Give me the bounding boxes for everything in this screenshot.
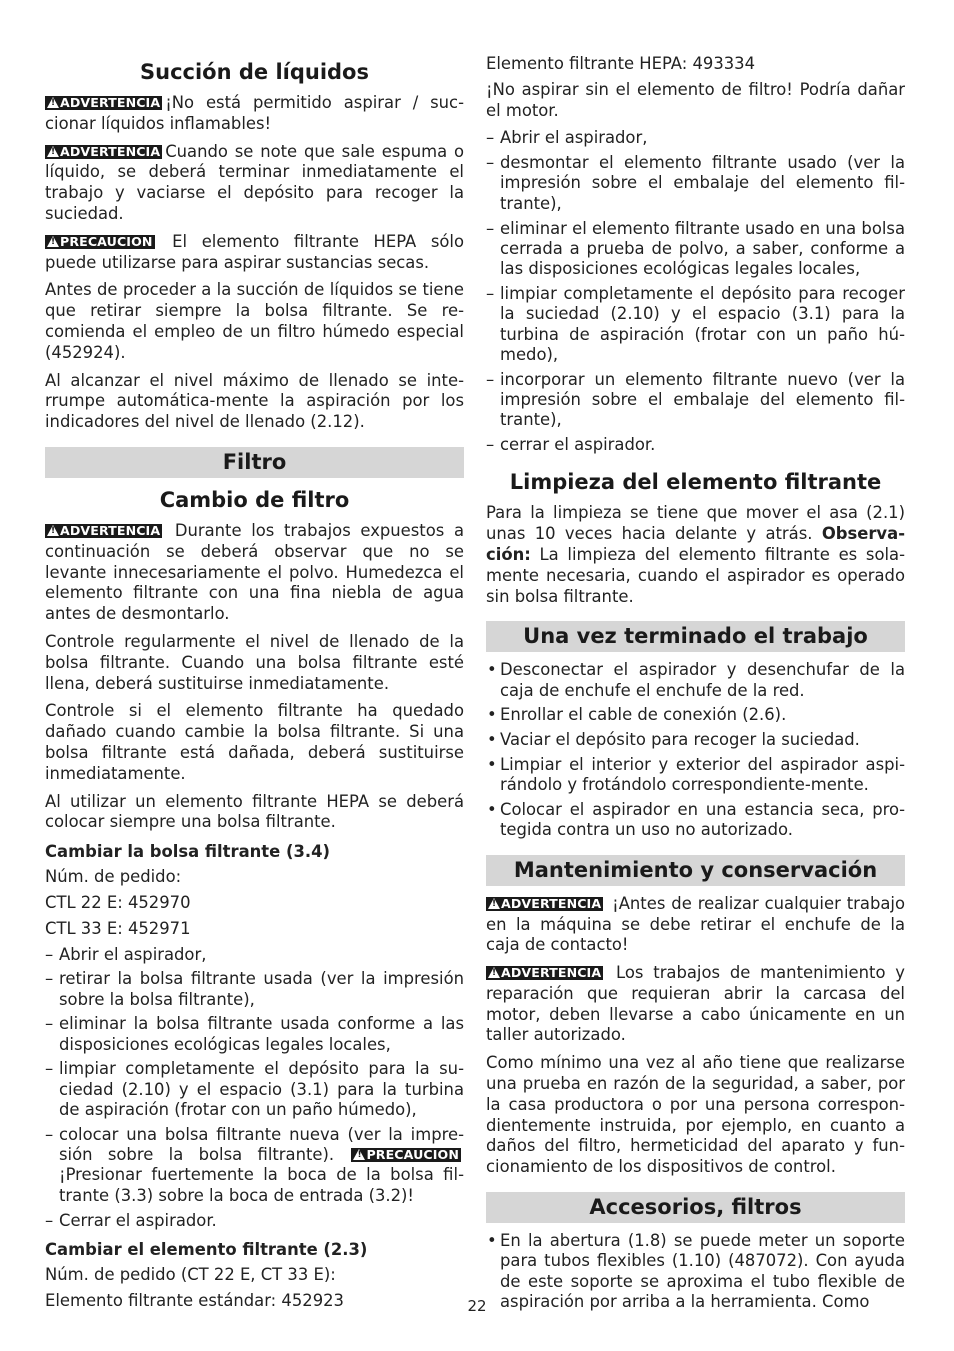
warning-paragraph: [486, 963, 905, 1046]
advertencia-label: ADVERTENCIA: [60, 143, 161, 159]
caution-text: ¡Presionar fuertemente la boca de la bolsa filtrante (3.3) sobre la boca de entrada (3.2)!: [59, 1165, 464, 1205]
warning-text: Los trabajos de mantenimiento y reparación que requieran abrir la carcasa del motor, deben llevarse a cabo únicamente en un taller autorizado.: [486, 963, 905, 1045]
advertencia-label: ADVERTENCIA: [60, 522, 161, 538]
advertencia-badge: [486, 966, 603, 980]
warning-text: Durante los trabajos expuestos a continuación se deberá observar que no se levante innecesariamente el polvo. Humedezca el elemento filtrante con una fina niebla de agua antes de desmontarlo.: [45, 520, 464, 624]
order-number-ctl22: CTL 22 E: 452970: [45, 892, 191, 912]
step-text: colocar una bolsa filtrante nueva (ver la impresión sobre la bolsa filtrante).: [59, 1124, 464, 1165]
list-item: • Desconectar el aspirador y desenchufar de la caja de enchufe el enchufe de la red.: [486, 660, 905, 701]
left-column: [45, 52, 464, 1316]
observacion-text: La limpieza del elemento filtrante es solamente necesaria, cuando el aspirador es operado sin bolsa filtrante.: [486, 544, 905, 606]
advertencia-label: ADVERTENCIA: [60, 95, 161, 110]
warning-paragraph: [45, 521, 464, 625]
precaucion-label: PRECAUCION: [366, 1147, 459, 1163]
list-item: – eliminar la bolsa filtrante usada conforme a las disposiciones ecológicas legales locales,: [45, 1014, 464, 1055]
advertencia-label: ADVERTENCIA: [501, 895, 602, 911]
precaucion-badge: [351, 1148, 461, 1162]
advertencia-badge: [45, 524, 162, 538]
order-number-ctl33: CTL 33 E: 452971: [45, 918, 191, 938]
advertencia-badge: [45, 145, 162, 159]
elemento-steps-list: [486, 128, 905, 455]
heading-accesorios: Accesorios, filtros: [486, 1192, 905, 1223]
list-item: • Colocar el aspirador en una estancia seca, protegida contra un uso no autorizado.: [486, 800, 905, 841]
body-paragraph: Al alcanzar el nivel máximo de llenado se interrumpe automática-mente la aspiración por los indicadores del nivel de llenado (2.12).: [45, 370, 464, 432]
order-number-label: Núm. de pedido:: [45, 867, 182, 887]
limpieza-text: Para la limpieza se tiene que mover el asa (2.1) unas 10 veces hacia delante y atrás.: [486, 503, 905, 544]
warning-paragraph: [486, 894, 905, 956]
warning-triangle-icon: [47, 525, 59, 536]
list-item: • Limpiar el interior y exterior del aspirador aspirándolo y frotándolo correspondiente-mente.: [486, 755, 905, 796]
page-number: 22: [467, 1297, 487, 1315]
caution-text: El elemento filtrante HEPA sólo puede utilizarse para aspirar sustancias secas.: [45, 231, 465, 272]
body-paragraph: Antes de proceder a la succión de líquidos se tiene que retirar siempre la bolsa filtrante. Se recomienda el empleo de un filtro húmedo especial (452924).: [45, 280, 464, 362]
precaucion-label: PRECAUCION: [60, 233, 153, 249]
warning-triangle-icon: [353, 1149, 365, 1160]
body-paragraph: Controle si el elemento filtrante ha quedado dañado cuando cambie la bolsa filtrante. Si una bolsa filtrante está dañada, deberá sustituirse inmediatamente.: [45, 701, 464, 783]
list-item: – Abrir el aspirador,: [45, 945, 464, 965]
warning-triangle-icon: [488, 967, 500, 978]
heading-cambio-filtro: Cambio de filtro: [159, 487, 350, 512]
right-column: [486, 52, 905, 1319]
list-item: • En la abertura (1.8) se puede meter un soporte para tubos flexibles (1.10) (487072). Con ayuda de este soporte se aproxima el tubo flexible de aspiración por arriba a la herramienta. Como: [486, 1231, 905, 1312]
warning-triangle-icon: [47, 236, 59, 247]
precaucion-badge: [45, 235, 155, 249]
list-item: – limpiar completamente el depósito para la suciedad (2.10) y el espacio (3.1) para la turbina de aspiración (frotar con un paño húmedo),: [45, 1059, 464, 1120]
warning-triangle-icon: [47, 97, 59, 108]
list-item: • Enrollar el cable de conexión (2.6).: [486, 705, 905, 725]
advertencia-label: ADVERTENCIA: [501, 965, 602, 981]
body-paragraph: Al utilizar un elemento filtrante HEPA se deberá colocar siempre una bolsa filtrante.: [45, 791, 464, 832]
subheading-elemento: Cambiar el elemento filtrante (2.3): [45, 1239, 368, 1259]
advertencia-badge: [486, 897, 603, 911]
body-paragraph: Como mínimo una vez al año tiene que realizarse una prueba en razón de la seguridad, a saber, por la casa productora o por una persona correspondientemente instruida, por ejemplo, en cuanto a daños del filtro, hermeticidad del aparato y funcionamiento de los dispositivos de control.: [486, 1053, 905, 1177]
order-number-label: Núm. de pedido (CT 22 E, CT 33 E):: [45, 1264, 336, 1284]
warning-triangle-icon: [488, 898, 500, 909]
warning-text: Cuando se note que sale espuma o líquido, se deberá terminar inmediatamente el trabajo y vaciarse el depósito para recoger la suciedad.: [45, 141, 464, 223]
list-item: – eliminar el elemento filtrante usado en una bolsa cerrada a prueba de polvo, a saber, conforme a las disposiciones ecológicas legales locales,: [486, 219, 905, 280]
warning-paragraph: [45, 93, 464, 135]
bolsa-steps-list: [45, 945, 464, 1231]
warning-paragraph: [45, 142, 464, 225]
list-item: – retirar la bolsa filtrante usada (ver la impresión sobre la bolsa filtrante),: [45, 969, 464, 1010]
advertencia-badge: [45, 96, 162, 110]
warning-text: ¡Antes de realizar cualquier trabajo en la máquina se debe retirar el enchufe de la caja de contacto!: [486, 893, 905, 955]
list-item: – incorporar un elemento filtrante nuevo (ver la impresión sobre el embalaje del elemento filtrante),: [486, 370, 905, 431]
heading-mantenimiento: Mantenimiento y conservación: [486, 855, 905, 886]
caution-paragraph: [45, 232, 464, 274]
order-number-hepa: Elemento filtrante HEPA: 493334: [486, 54, 756, 73]
body-paragraph: [486, 503, 905, 607]
order-number-standard: Elemento filtrante estándar: 452923: [45, 1290, 344, 1310]
heading-terminado: Una vez terminado el trabajo: [486, 621, 905, 652]
list-item: • Vaciar el depósito para recoger la suciedad.: [486, 730, 905, 750]
body-paragraph: Controle regularmente el nivel de llenado de la bolsa filtrante. Cuando una bolsa filtrante esté llena, deberá sustituirse inmediatamente.: [45, 631, 464, 693]
list-item: [45, 1125, 464, 1206]
body-paragraph: ¡No aspirar sin el elemento de filtro! Podría dañar el motor.: [486, 79, 905, 120]
list-item: – Cerrar el aspirador.: [45, 1211, 464, 1231]
list-item: – cerrar el aspirador.: [486, 435, 905, 455]
terminado-list: [486, 660, 905, 840]
warning-text: ¡No está permitido aspirar / succionar líquidos inflamables!: [45, 93, 464, 133]
warning-triangle-icon: [47, 146, 59, 157]
list-item: – Abrir el aspirador,: [486, 128, 905, 148]
list-item: – desmontar el elemento filtrante usado (ver la impresión sobre el embalaje del elemento filtrante),: [486, 153, 905, 214]
heading-limpieza: Limpieza del elemento filtrante: [509, 470, 882, 495]
subheading-bolsa: Cambiar la bolsa filtrante (3.4): [45, 842, 330, 862]
list-item: – limpiar completamente el depósito para recoger la suciedad (2.10) y el espacio (3.1) para la turbina de aspiración (frotar con un paño húmedo),: [486, 284, 905, 365]
observacion-label: Observación:: [486, 524, 905, 564]
heading-succion: Succión de líquidos: [140, 60, 369, 84]
heading-filtro: Filtro: [45, 447, 464, 478]
